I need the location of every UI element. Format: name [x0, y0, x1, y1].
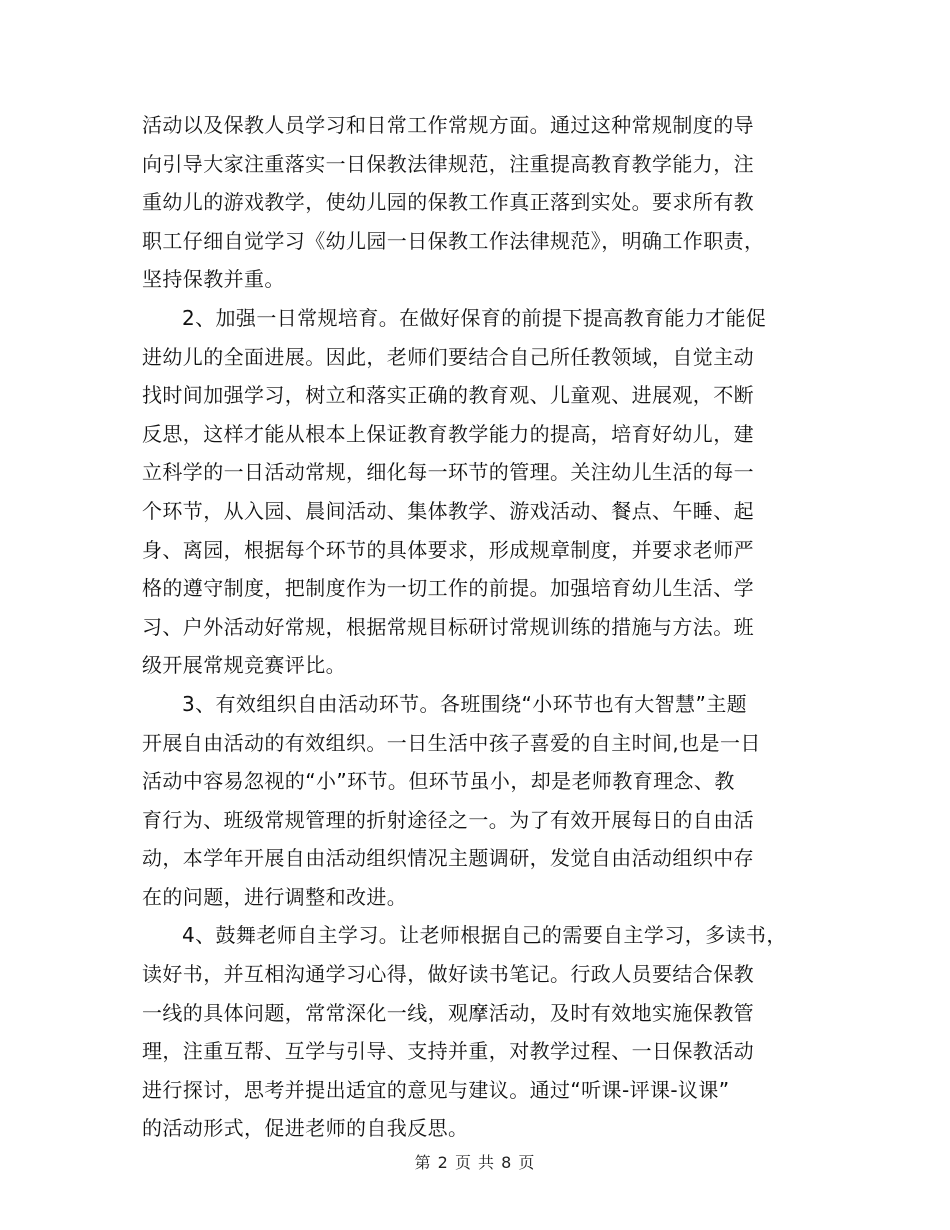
text-line: 级开展常规竞赛评比。 — [142, 653, 346, 678]
text-line: 反思，这样才能从根本上保证教育教学能力的提高，培育好幼儿，建 — [142, 421, 754, 446]
text-line: 进行探讨，思考并提出适宜的意见与建议。通过“听课-评课-议课” — [142, 1077, 730, 1102]
paragraph-start-line: 4、鼓舞老师自主学习。让老师根据自己的需要自主学习，多读书， — [182, 923, 787, 948]
text-line: 向引导大家注重落实一日保教法律规范，注重提高教育教学能力，注 — [142, 151, 754, 176]
text-line: 重幼儿的游戏教学，使幼儿园的保教工作真正落到实处。要求所有教 — [142, 190, 754, 215]
text-line: 活动以及保教人员学习和日常工作常规方面。通过这种常规制度的导 — [142, 113, 754, 137]
text-line: 一线的具体问题，常常深化一线，观摩活动，及时有效地实施保教管 — [142, 1000, 754, 1025]
text-line: 活动中容易忽视的“小”环节。但环节虽小，却是老师教育理念、教 — [142, 769, 735, 794]
text-line: 读好书，并互相沟通学习心得，做好读书笔记。行政人员要结合保教 — [142, 962, 754, 987]
text-line: 习、户外活动好常规，根据常规目标研讨常规训练的措施与方法。班 — [142, 614, 754, 639]
text-line: 立科学的一日活动常规，细化每一环节的管理。关注幼儿生活的每一 — [142, 460, 754, 485]
text-line: 动，本学年开展自由活动组织情况主题调研，发觉自由活动组织中存 — [142, 846, 754, 871]
page-number-footer: 第 2 页 共 8 页 — [414, 1153, 536, 1172]
text-line: 身、离园，根据每个环节的具体要求，形成规章制度，并要求老师严 — [142, 537, 754, 562]
text-line: 进幼儿的全面进展。因此，老师们要结合自己所任教领域，自觉主动 — [142, 344, 754, 369]
paragraph-start-line: 2、加强一日常规培育。在做好保育的前提下提高教育能力才能促 — [182, 305, 767, 330]
text-line: 理，注重互帮、互学与引导、支持并重，对教学过程、一日保教活动 — [142, 1039, 754, 1064]
text-line: 个环节，从入园、晨间活动、集体教学、游戏活动、餐点、午睡、起 — [142, 498, 754, 523]
text-line: 找时间加强学习，树立和落实正确的教育观、儿童观、进展观，不断 — [142, 383, 754, 408]
document-body — [142, 106, 812, 1148]
text-line: 格的遵守制度，把制度作为一切工作的前提。加强培育幼儿生活、学 — [142, 576, 754, 601]
text-line: 坚持保教并重。 — [142, 267, 285, 292]
paragraph-start-line: 3、有效组织自由活动环节。各班围绕“小环节也有大智慧”主题 — [182, 691, 748, 716]
text-line: 的活动形式，促进老师的自我反思。 — [142, 1116, 469, 1141]
text-line: 育行为、班级常规管理的折射途径之一。为了有效开展每日的自由活 — [142, 807, 754, 832]
text-line: 开展自由活动的有效组织。一日生活中孩子喜爱的自主时间,也是一日 — [142, 730, 761, 755]
text-line: 在的问题，进行调整和改进。 — [142, 884, 408, 909]
text-line: 职工仔细自觉学习《幼儿园一日保教工作法律规范》，明确工作职责， — [142, 228, 765, 253]
